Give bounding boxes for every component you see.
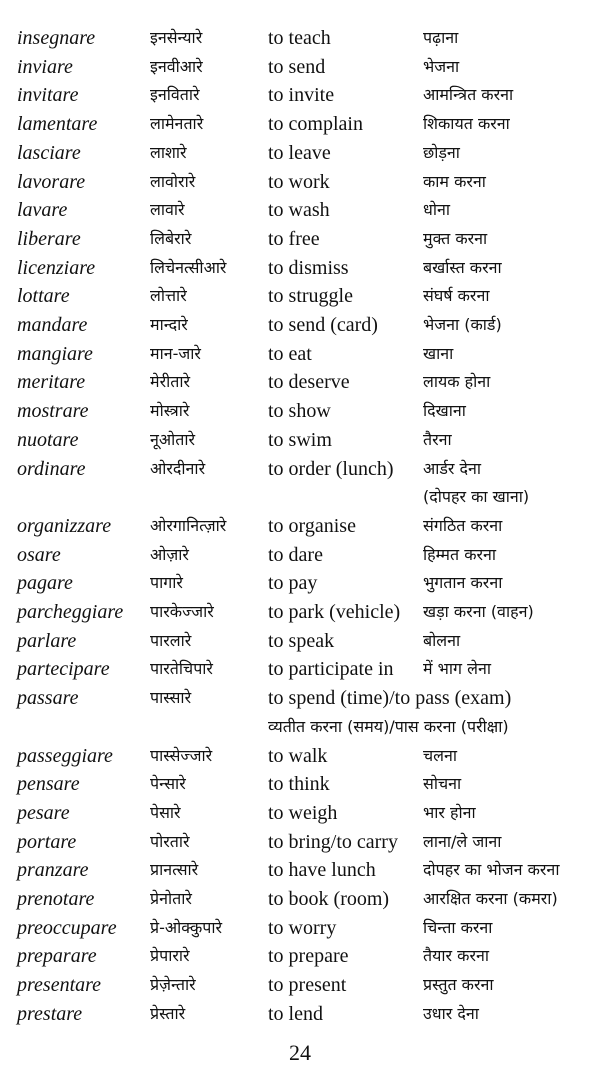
italian-word: lavorare: [17, 171, 86, 193]
italian-word: pagare: [17, 572, 73, 594]
hindi-transliteration: लामेनतारे: [150, 114, 204, 133]
vocab-row: [0, 426, 600, 454]
hindi-meaning-continuation: व्यतीत करना (समय)/पास करना (परीक्षा): [268, 717, 509, 736]
english-meaning: to wash: [268, 199, 330, 221]
hindi-transliteration: मेरीतारे: [150, 372, 191, 391]
hindi-meaning: संघर्ष करना: [423, 286, 490, 305]
vocab-row: [0, 541, 600, 569]
hindi-transliteration: पारतेचिपारे: [150, 659, 213, 678]
hindi-transliteration: पारलारे: [150, 631, 192, 650]
hindi-meaning-continuation: (दोपहर का खाना): [423, 487, 530, 506]
hindi-meaning: दिखाना: [423, 401, 466, 420]
italian-word: lamentare: [17, 113, 98, 135]
vocab-row: [0, 368, 600, 396]
hindi-transliteration: लिचेनत्सीआरे: [150, 258, 227, 277]
italian-word: invitare: [17, 84, 79, 106]
hindi-meaning: चिन्ता करना: [423, 918, 493, 937]
hindi-transliteration: ओरगानित्ज़ारे: [150, 516, 227, 535]
hindi-transliteration: इनवितारे: [150, 85, 200, 104]
vocab-row: [0, 139, 600, 167]
hindi-meaning: सोचना: [423, 774, 462, 793]
hindi-transliteration: लावारे: [150, 200, 185, 219]
english-meaning: to present: [268, 974, 347, 996]
vocab-row: [0, 598, 600, 626]
english-meaning: to have lunch: [268, 859, 376, 881]
vocab-row: [0, 627, 600, 655]
italian-word: inviare: [17, 56, 73, 78]
hindi-meaning: लायक होना: [423, 372, 491, 391]
italian-word: lavare: [17, 199, 68, 221]
english-meaning: to swim: [268, 429, 332, 451]
hindi-meaning: में भाग लेना: [423, 659, 492, 678]
english-meaning: to weigh: [268, 802, 338, 824]
vocab-row: [0, 942, 600, 970]
english-meaning: to park (vehicle): [268, 601, 401, 623]
english-meaning: to show: [268, 400, 331, 422]
english-meaning: to send: [268, 56, 326, 78]
vocab-row: [0, 655, 600, 683]
hindi-meaning: चलना: [423, 746, 458, 765]
hindi-transliteration: पेसारे: [150, 803, 181, 822]
vocab-row: [0, 225, 600, 253]
english-meaning: to participate in: [268, 658, 394, 680]
english-meaning: to prepare: [268, 945, 349, 967]
hindi-transliteration: पागारे: [150, 573, 183, 592]
vocab-row: [0, 684, 600, 712]
vocab-row: [0, 254, 600, 282]
vocab-row: [0, 168, 600, 196]
italian-word: parcheggiare: [17, 601, 124, 623]
hindi-meaning: काम करना: [423, 172, 486, 191]
vocab-row: [0, 742, 600, 770]
english-meaning: to spend (time)/to pass (exam): [268, 687, 512, 709]
italian-word: licenziare: [17, 257, 96, 279]
hindi-transliteration: प्रेपारारे: [150, 946, 190, 965]
english-meaning: to worry: [268, 917, 337, 939]
hindi-transliteration: ओज़ारे: [150, 545, 189, 564]
english-meaning: to complain: [268, 113, 363, 135]
hindi-meaning: धोना: [423, 200, 451, 219]
vocab-row: [0, 110, 600, 138]
hindi-transliteration: पास्सारे: [150, 688, 192, 707]
italian-word: parlare: [17, 630, 77, 652]
hindi-meaning: भेजना (कार्ड): [423, 315, 502, 334]
hindi-transliteration: इनवीआरे: [150, 57, 203, 76]
italian-word: pesare: [17, 802, 70, 824]
hindi-transliteration: पारकेज्जारे: [150, 602, 214, 621]
vocab-row: [0, 569, 600, 597]
hindi-meaning: छोड़ना: [423, 143, 460, 162]
italian-word: ordinare: [17, 458, 86, 480]
italian-word: osare: [17, 544, 61, 566]
english-meaning: to leave: [268, 142, 331, 164]
hindi-meaning: प्रस्तुत करना: [423, 975, 494, 994]
hindi-transliteration: प्रेज़ेन्तारे: [150, 975, 196, 994]
italian-word: preparare: [17, 945, 97, 967]
vocab-row: [0, 799, 600, 827]
hindi-meaning: आमन्त्रित करना: [423, 85, 514, 104]
italian-word: organizzare: [17, 515, 112, 537]
hindi-meaning: लाना/ले जाना: [423, 832, 502, 851]
english-meaning: to teach: [268, 27, 331, 49]
hindi-meaning: आर्डर देना: [423, 459, 482, 478]
hindi-transliteration: इनसेन्यारे: [150, 28, 203, 47]
hindi-transliteration: ओरदीनारे: [150, 459, 206, 478]
hindi-meaning: भार होना: [423, 803, 476, 822]
hindi-transliteration: लावोरारे: [150, 172, 196, 191]
vocab-row: [0, 397, 600, 425]
hindi-transliteration: मान-जारे: [150, 344, 201, 363]
hindi-transliteration: मोस्त्रारे: [150, 401, 190, 420]
italian-word: mangiare: [17, 343, 93, 365]
vocab-row: [0, 856, 600, 884]
hindi-transliteration: प्रेस्तारे: [150, 1004, 186, 1023]
hindi-meaning: खाना: [423, 344, 454, 363]
english-meaning: to speak: [268, 630, 335, 652]
hindi-transliteration: पास्सेज्जारे: [150, 746, 213, 765]
italian-word: prenotare: [17, 888, 95, 910]
english-meaning: to dare: [268, 544, 323, 566]
hindi-meaning: मुक्त करना: [423, 229, 488, 248]
hindi-transliteration: लिबेरारे: [150, 229, 192, 248]
english-meaning: to eat: [268, 343, 312, 365]
hindi-meaning: भुगतान करना: [423, 573, 503, 592]
hindi-meaning: बोलना: [423, 631, 461, 650]
italian-word: mostrare: [17, 400, 89, 422]
hindi-transliteration: प्रे-ओक्कुपारे: [150, 918, 223, 937]
italian-word: portare: [17, 831, 77, 853]
hindi-transliteration: लाशारे: [150, 143, 187, 162]
english-meaning: to work: [268, 171, 330, 193]
english-meaning: to pay: [268, 572, 318, 594]
italian-word: pensare: [17, 773, 80, 795]
hindi-meaning: बर्खास्त करना: [423, 258, 502, 277]
vocab-row: [0, 512, 600, 540]
vocab-row: [0, 196, 600, 224]
hindi-meaning: भेजना: [423, 57, 460, 76]
hindi-transliteration: लोत्तारे: [150, 286, 187, 305]
vocab-row: [0, 311, 600, 339]
hindi-transliteration: पोरतारे: [150, 832, 190, 851]
english-meaning: to send (card): [268, 314, 378, 336]
italian-word: presentare: [17, 974, 102, 996]
hindi-meaning: शिकायत करना: [423, 114, 510, 133]
vocab-row: [0, 282, 600, 310]
italian-word: lasciare: [17, 142, 81, 164]
english-meaning: to organise: [268, 515, 356, 537]
italian-word: nuotare: [17, 429, 79, 451]
italian-word: partecipare: [17, 658, 110, 680]
hindi-transliteration: पेन्सारे: [150, 774, 186, 793]
english-meaning: to think: [268, 773, 330, 795]
hindi-meaning: तैरना: [423, 430, 452, 449]
english-meaning: to dismiss: [268, 257, 349, 279]
hindi-meaning: पढ़ाना: [423, 28, 459, 47]
italian-word: prestare: [17, 1003, 83, 1025]
italian-word: passeggiare: [17, 745, 113, 767]
italian-word: preoccupare: [17, 917, 117, 939]
italian-word: pranzare: [17, 859, 89, 881]
italian-word: passare: [17, 687, 79, 709]
vocab-row: [0, 828, 600, 856]
english-meaning: to deserve: [268, 371, 350, 393]
hindi-meaning: खड़ा करना (वाहन): [423, 602, 534, 621]
italian-word: lottare: [17, 285, 70, 307]
english-meaning: to lend: [268, 1003, 323, 1025]
vocab-row: [0, 914, 600, 942]
hindi-meaning: हिम्मत करना: [423, 545, 497, 564]
english-meaning: to struggle: [268, 285, 353, 307]
vocab-row: [0, 885, 600, 913]
english-meaning: to bring/to carry: [268, 831, 398, 853]
hindi-meaning: तैयार करना: [423, 946, 490, 965]
italian-word: meritare: [17, 371, 86, 393]
hindi-transliteration: नूओतारे: [150, 430, 196, 449]
hindi-transliteration: प्रेनोतारे: [150, 889, 192, 908]
hindi-meaning: दोपहर का भोजन करना: [423, 860, 560, 879]
english-meaning: to book (room): [268, 888, 390, 910]
italian-word: liberare: [17, 228, 81, 250]
italian-word: mandare: [17, 314, 88, 336]
hindi-meaning: संगठित करना: [423, 516, 503, 535]
hindi-meaning: उधार देना: [423, 1004, 479, 1023]
vocab-row: [0, 1000, 600, 1028]
page-number: 24: [289, 1040, 311, 1065]
vocab-row: [0, 53, 600, 81]
hindi-transliteration: प्रानत्सारे: [150, 860, 199, 879]
english-meaning: to walk: [268, 745, 328, 767]
vocab-row: [0, 24, 600, 52]
hindi-transliteration: मान्दारे: [150, 315, 188, 334]
italian-word: insegnare: [17, 27, 96, 49]
vocab-row: [0, 340, 600, 368]
english-meaning: to order (lunch): [268, 458, 394, 480]
vocab-row: [0, 455, 600, 483]
vocab-row: [0, 971, 600, 999]
english-meaning: to free: [268, 228, 320, 250]
vocab-row: [0, 81, 600, 109]
vocab-row: [0, 770, 600, 798]
hindi-meaning: आरक्षित करना (कमरा): [423, 889, 558, 908]
english-meaning: to invite: [268, 84, 335, 106]
